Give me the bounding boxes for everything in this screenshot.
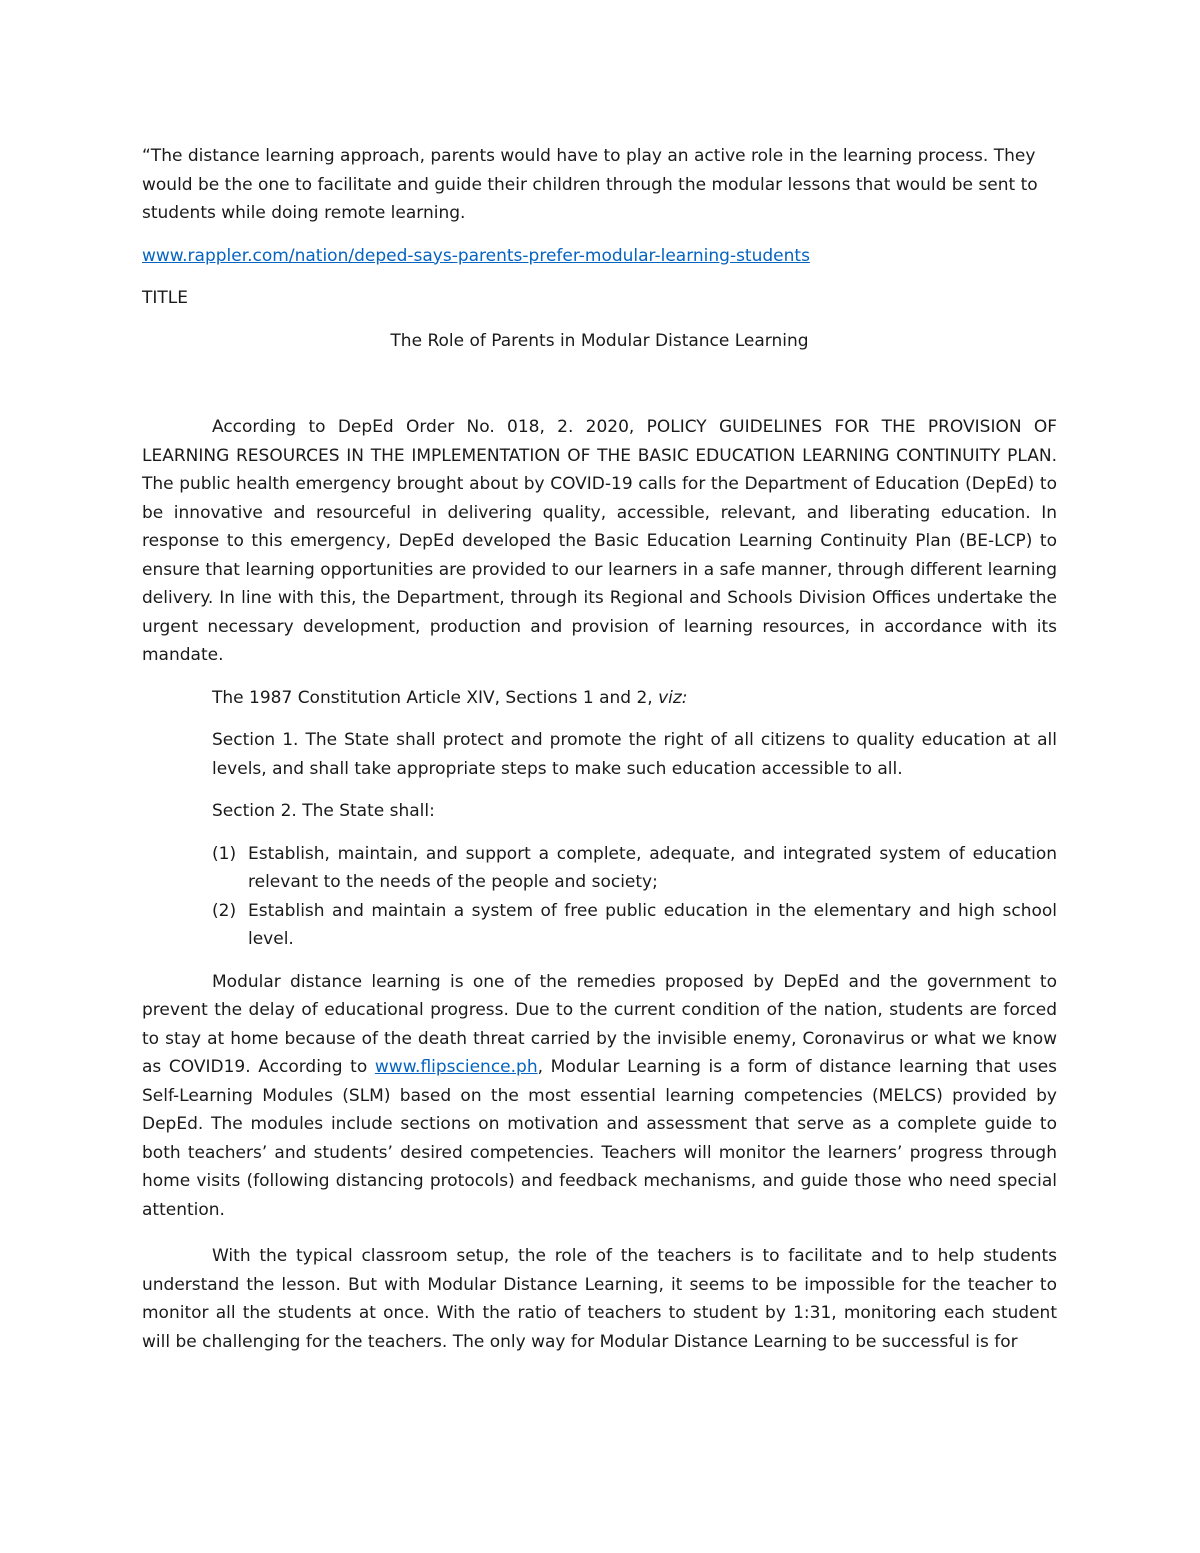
list-item (212, 897, 1057, 954)
document-body (142, 142, 1057, 1356)
list-item-number: (2) (212, 900, 237, 921)
paragraph-modular-learning-part2: , Modular Learning is a form of distance learning that uses Self-Learning Modules (SLM) based on the most essential learning competencies (MELCS) provided by DepEd. The modules include sections on motivation and assessment that serve as a complete guide to both teachers’ and students’ desired competencies. Teachers will monitor the learners’ progress through home visits (following distancing protocols) and feedback mechanisms, and guide those who need special attention. (142, 1057, 1058, 1220)
constitution-lead (142, 684, 1057, 713)
paragraph-modular-learning-part1: Modular distance learning is one of the remedies proposed by DepEd and the government to prevent the delay of educational progress. Due to the current condition of the nation, students are forced to stay at home because of the death threat carried by the invisible enemy, Coronavirus or what we know as COVID19. According to (142, 971, 1057, 1077)
paragraph-modular-learning (142, 968, 1057, 1225)
constitution-viz: viz: (658, 687, 688, 708)
list-item-text: Establish, maintain, and support a complete, adequate, and integrated system of education relevant to the needs of the people and society; (248, 843, 1057, 892)
title-label: TITLE (142, 288, 188, 308)
section-2-list (212, 840, 1057, 954)
opening-quote: “The distance learning approach, parents would have to play an active role in the learning process. They would be the one to facilitate and guide their children through the modular lessons that would be sent to students while doing remote learning. (142, 146, 1038, 223)
section-2: Section 2. The State shall: (212, 801, 435, 821)
list-item-number: (1) (212, 843, 237, 864)
constitution-lead-text: The 1987 Constitution Article XIV, Sections 1 and 2, (212, 687, 659, 708)
paragraph-classroom-setup: With the typical classroom setup, the role of the teachers is to facilitate and to help students understand the lesson. But with Modular Distance Learning, it seems to be impossible for the teacher to monitor all the students at once. With the ratio of teachers to student by 1:31, monitoring each student will be challenging for the teachers. The only way for Modular Distance Learning to be successful is for (142, 1246, 1057, 1352)
list-item (212, 840, 1057, 897)
document-title: The Role of Parents in Modular Distance Learning (390, 330, 809, 351)
paragraph-deped-order: According to DepEd Order No. 018, 2. 2020, POLICY GUIDELINES FOR THE PROVISION OF LEARNING RESOURCES IN THE IMPLEMENTATION OF THE BASIC EDUCATION LEARNING CONTINUITY PLAN. The public health emergency brought about by COVID-19 calls for the Department of Education (DepEd) to be innovative and resourceful in delivering quality, accessible, relevant, and liberating education. In response to this emergency, DepEd developed the Basic Education Learning Continuity Plan (BE-LCP) to ensure that learning opportunities are provided to our learners in a safe manner, through different learning delivery. In line with this, the Department, through its Regional and Schools Division Offices undertake the urgent necessary development, production and provision of learning resources, in accordance with its mandate. (142, 417, 1057, 665)
section-1: Section 1. The State shall protect and promote the right of all citizens to quality education at all levels, and shall take appropriate steps to make such education accessible to all. (212, 730, 1057, 779)
rappler-link[interactable]: www.rappler.com/nation/deped-says-parents-prefer-modular-learning-students (142, 245, 810, 266)
flipscience-link[interactable]: www.flipscience.ph (374, 1057, 538, 1077)
list-item-text: Establish and maintain a system of free public education in the elementary and high school level. (248, 900, 1057, 949)
